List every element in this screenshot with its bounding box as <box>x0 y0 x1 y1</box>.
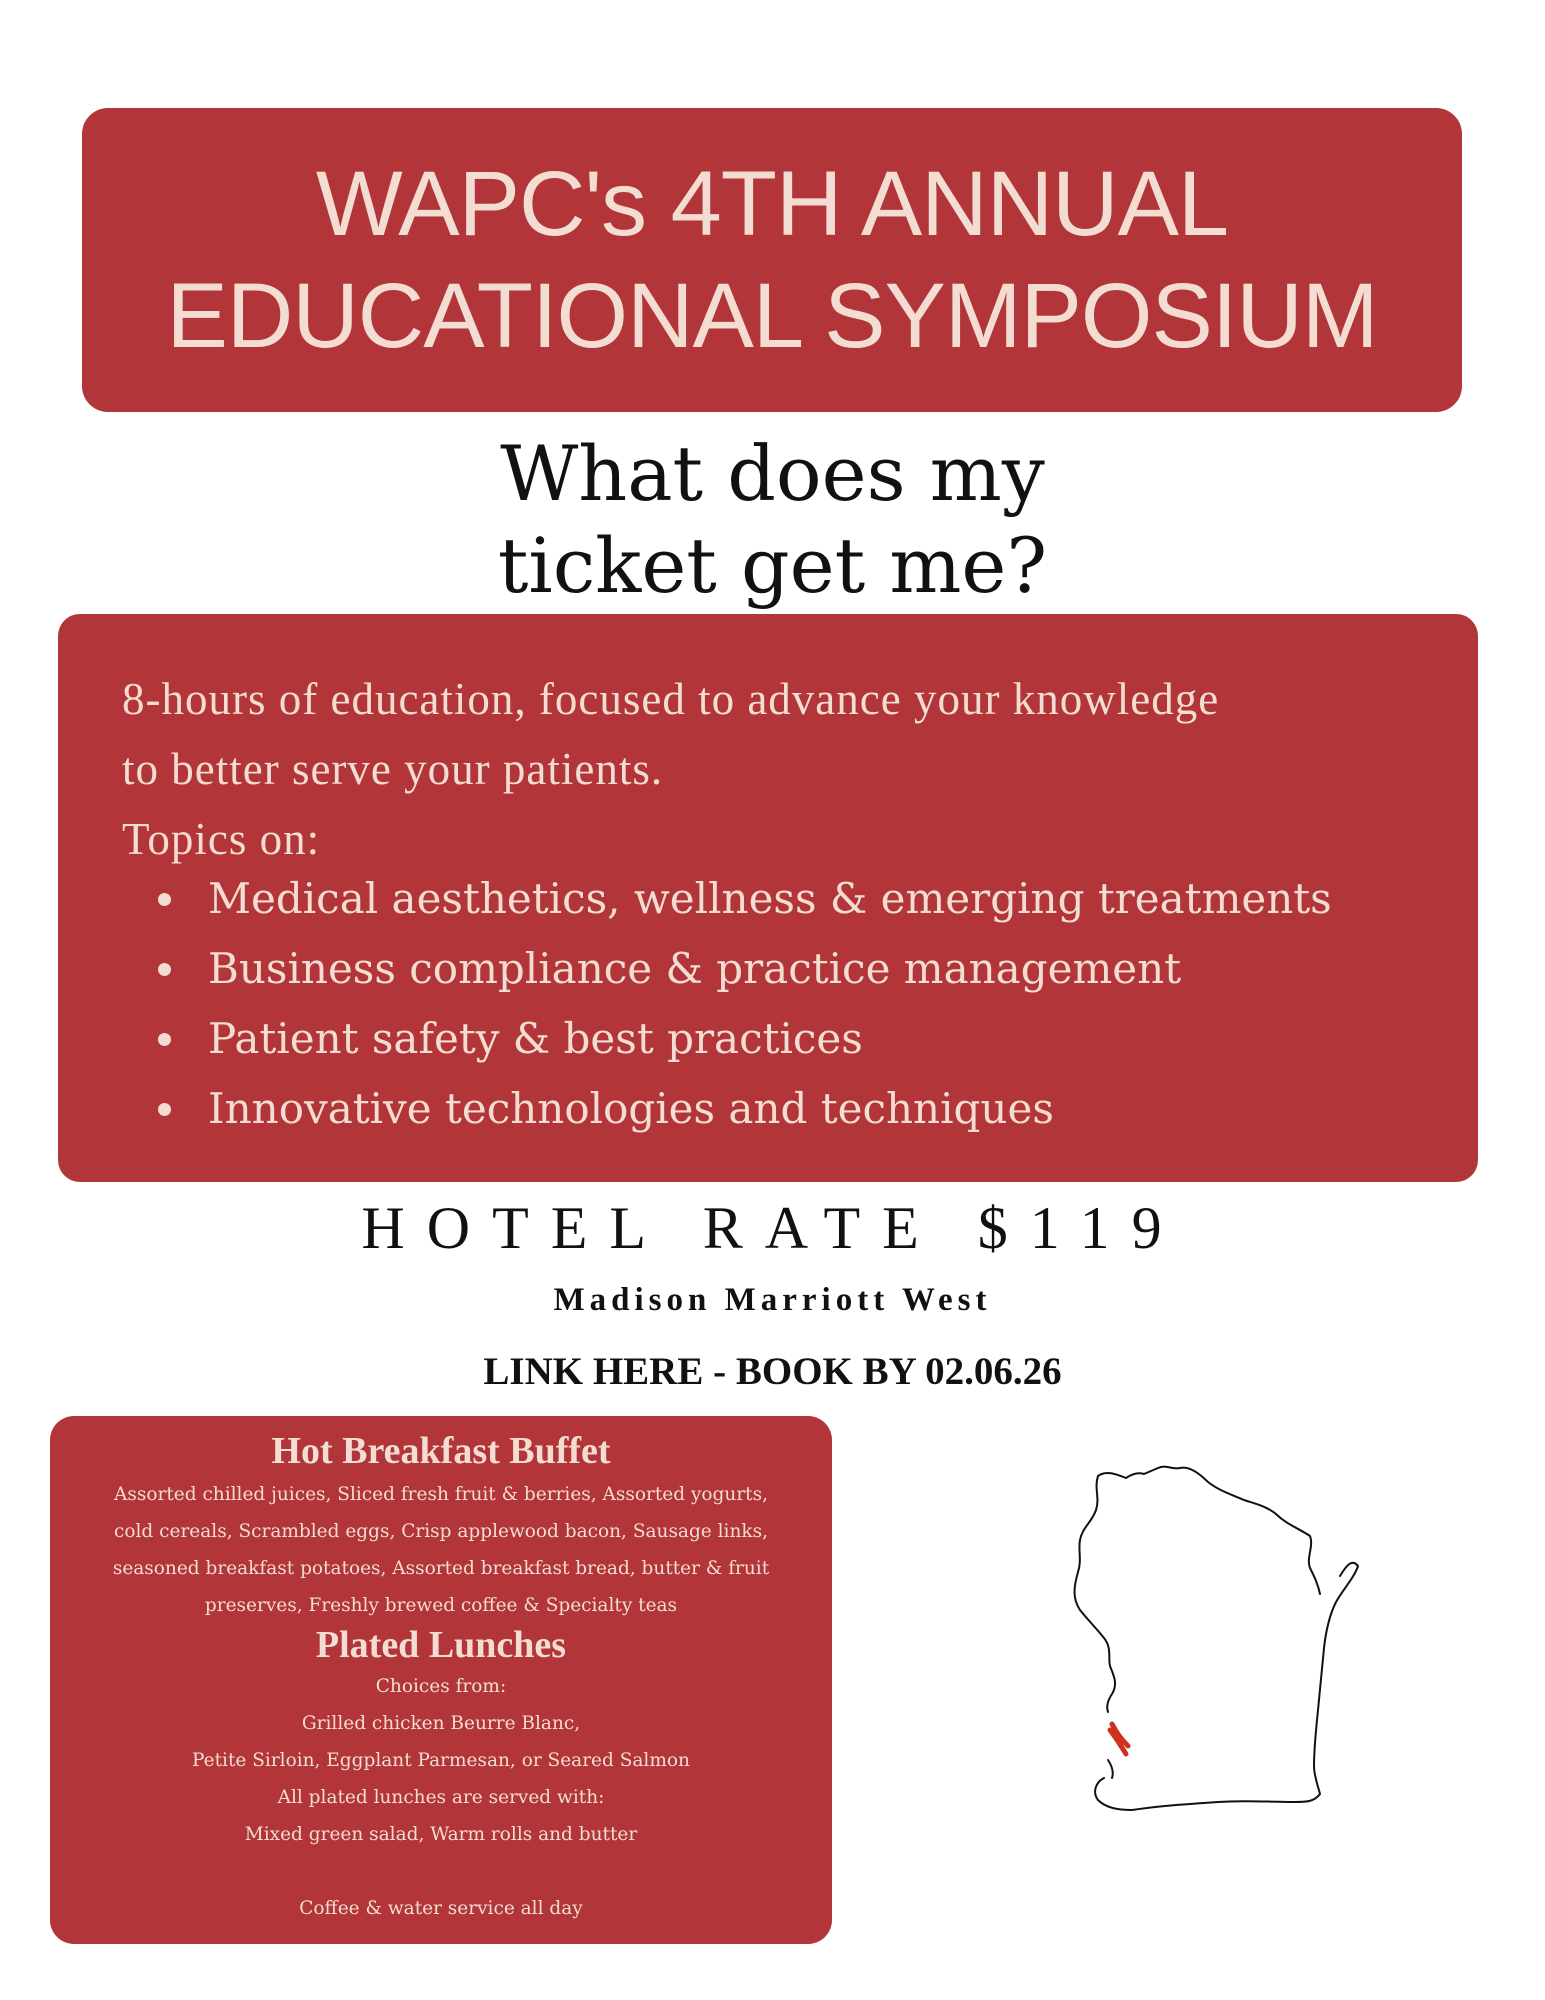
intro-line-2: to better serve your patients. <box>122 744 664 794</box>
ticket-question-heading <box>0 428 1545 612</box>
title-line-1: WAPC's 4TH ANNUAL <box>315 153 1229 255</box>
lunch-description <box>50 1668 832 1927</box>
food-menu-panel <box>50 1416 832 1944</box>
topic-item <box>158 934 1332 1004</box>
topic-item <box>158 1004 1332 1074</box>
topic-item <box>158 864 1332 934</box>
bullet-icon <box>158 1033 171 1046</box>
face-nose <box>1107 1666 1115 1712</box>
breakfast-line: seasoned breakfast potatoes, Assorted breakfast bread, butter & fruit <box>112 1558 770 1579</box>
topic-text: Medical aesthetics, wellness & emerging treatments <box>208 874 1332 923</box>
hotel-booking-link[interactable]: LINK HERE - BOOK BY 02.06.26 <box>483 1350 1062 1393</box>
wisconsin-west-edge <box>1075 1476 1111 1666</box>
lunch-line: Petite Sirloin, Eggplant Parmesan, or Seared Salmon <box>192 1750 690 1771</box>
question-line-1: What does my <box>500 429 1045 518</box>
title-banner <box>82 108 1462 412</box>
title-line-2: EDUCATIONAL SYMPOSIUM <box>166 265 1378 367</box>
topics-list <box>158 864 1332 1144</box>
face-chin <box>1108 1760 1113 1778</box>
ticket-intro <box>122 664 1452 874</box>
lunch-line: Grilled chicken Beurre Blanc, <box>301 1713 581 1734</box>
lunch-line: Choices from: <box>375 1676 507 1697</box>
breakfast-line: preserves, Freshly brewed coffee & Specialty teas <box>204 1595 678 1616</box>
breakfast-heading: Hot Breakfast Buffet <box>271 1430 611 1472</box>
bullet-icon <box>158 893 171 906</box>
hotel-rate: HOTEL RATE $119 <box>361 1195 1184 1261</box>
lunch-line: All plated lunches are served with: <box>277 1787 605 1808</box>
lunch-line: Coffee & water service all day <box>299 1898 583 1919</box>
wisconsin-face-outline-icon <box>1048 1454 1428 1854</box>
breakfast-description <box>50 1476 832 1624</box>
bullet-icon <box>158 1103 171 1116</box>
ticket-details-panel <box>58 614 1478 1182</box>
breakfast-line: Assorted chilled juices, Sliced fresh fruit & berries, Assorted yogurts, <box>114 1484 768 1505</box>
breakfast-line: cold cereals, Scrambled eggs, Crisp applewood bacon, Sausage links, <box>114 1521 768 1542</box>
bullet-icon <box>158 963 171 976</box>
lunch-line: Mixed green salad, Warm rolls and butter <box>244 1824 638 1845</box>
question-line-2: ticket get me? <box>497 521 1048 610</box>
intro-line-1: 8-hours of education, focused to advance your knowledge <box>122 674 1220 724</box>
topic-item <box>158 1074 1332 1144</box>
lunch-heading: Plated Lunches <box>315 1624 567 1666</box>
lunch-line-spacer <box>50 1853 832 1890</box>
topic-text: Patient safety & best practices <box>208 1014 863 1063</box>
topics-label: Topics on: <box>122 814 321 864</box>
topic-text: Business compliance & practice management <box>208 944 1182 993</box>
hotel-name: Madison Marriott West <box>553 1282 992 1318</box>
face-lips <box>1110 1724 1128 1754</box>
wisconsin-outline <box>1095 1467 1358 1810</box>
topic-text: Innovative technologies and techniques <box>208 1084 1054 1133</box>
